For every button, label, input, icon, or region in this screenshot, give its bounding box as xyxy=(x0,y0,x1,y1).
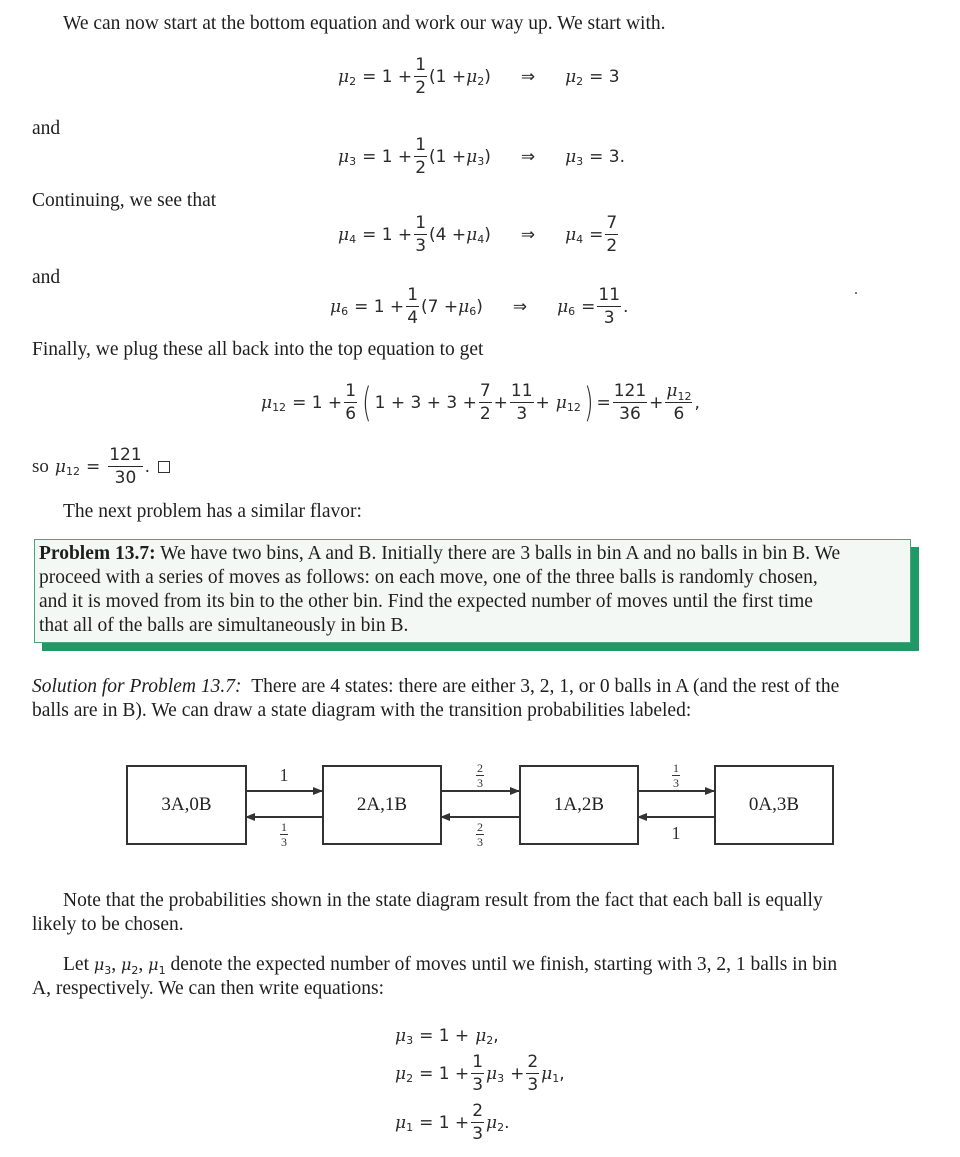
problem-line: and it is moved from its bin to the other bin. Find the expected number of moves until the first time xyxy=(39,591,813,612)
equation-mu12: μ 12 = 1 + $\frac{1}{6}$ ( 1 + 3 + 3 + $\frac{7}{2}$ + $\frac{11}{3}$ + μ 12 ) = $\frac{121}{36}$ + $\frac{\mu_{12}}{6}$ , xyxy=(261,380,700,426)
mu-symbol: μ xyxy=(338,67,350,87)
transition-label: 1 xyxy=(279,765,289,785)
state-label: 2A,1B xyxy=(356,794,408,815)
implies-arrow: ⇒ xyxy=(512,297,528,317)
subscript: 3 xyxy=(349,154,357,168)
mu-symbol: μ xyxy=(466,67,478,87)
fraction: $\frac{1}{4}$ xyxy=(407,285,419,328)
state-box xyxy=(322,765,442,845)
equals-one-plus: = 1 + xyxy=(362,225,413,245)
plus: + xyxy=(649,393,664,413)
subscript: 4 xyxy=(477,232,485,246)
subscript: 12 xyxy=(272,400,287,414)
subscript: 2 xyxy=(406,1071,414,1085)
subscript: 12 xyxy=(65,464,80,478)
solution-line-1 xyxy=(32,675,839,699)
mu-symbol: μ xyxy=(565,147,577,167)
subscript: 1 xyxy=(552,1071,560,1085)
problem-box xyxy=(34,539,911,643)
state-diagram xyxy=(0,750,960,860)
subscript: 4 xyxy=(349,232,357,246)
system-eq-3: μ 1 = 1 + $\frac{2}{3}$ μ 2 . xyxy=(395,1101,510,1144)
let-word: Let xyxy=(63,954,89,975)
mu-symbol: μ xyxy=(541,1064,553,1084)
and-text-2: and xyxy=(32,267,61,288)
subscript: 12 xyxy=(566,400,581,414)
mu-symbol: μ xyxy=(54,457,66,477)
equation-mu6: μ 6 = 1 + $\frac{1}{4}$ (7 + μ 6 ) ⇒ μ 6 = $\frac{11}{3}$ . xyxy=(330,285,629,328)
state-label: 0A,3B xyxy=(748,794,800,815)
system-eq-1: μ 3 = 1 + μ 2 , xyxy=(395,1026,499,1047)
equation-mu2 xyxy=(338,55,620,99)
state-label: 1A,2B xyxy=(553,794,605,815)
mu-symbol: μ xyxy=(338,147,350,167)
problem-line: proceed with a series of moves as follows: on each move, one of the three balls is randomly chosen, xyxy=(39,567,818,588)
note-line-1: Note that the probabilities shown in the state diagram result from the fact that each ball is equally xyxy=(63,890,823,911)
fraction: $\frac{7}{2}$ xyxy=(479,381,491,424)
final-result: so μ 12 = $\frac{121}{30}$ . xyxy=(32,444,170,490)
subscript: 2 xyxy=(576,74,584,88)
state-label: 3A,0B xyxy=(161,794,212,815)
paren-close: ) xyxy=(484,147,491,167)
note-line-2: likely to be chosen. xyxy=(32,914,184,935)
subscript: 3 xyxy=(477,154,485,168)
mu-symbol: μ xyxy=(475,1026,487,1046)
equals: = xyxy=(596,393,611,413)
transition-fraction: 2 3 xyxy=(477,820,483,849)
transition-fraction: 1 3 xyxy=(673,761,679,790)
equals-one-plus: = 1 + xyxy=(292,393,343,413)
and-text-1: and xyxy=(32,118,61,139)
subscript: 3 xyxy=(576,154,584,168)
paren-open: (4 + xyxy=(429,225,467,245)
fraction: $\frac{11}{3}$ xyxy=(510,381,533,424)
stray-dot xyxy=(855,292,857,294)
subscript: 3 xyxy=(406,1033,414,1047)
paren-close: ) xyxy=(476,297,483,317)
mu-symbol: μ xyxy=(557,297,569,317)
fraction: $\frac{121}{30}$ xyxy=(109,445,142,488)
subscript: 3 xyxy=(104,964,112,977)
subscript: 4 xyxy=(576,232,584,246)
transition-fraction: 2 3 xyxy=(477,761,483,790)
sum-terms: 1 + 3 + 3 + xyxy=(374,393,477,413)
mu-symbol: μ xyxy=(555,393,567,413)
mu-symbol: μ xyxy=(261,393,273,413)
mu-symbol: μ xyxy=(338,225,350,245)
result: = 3 xyxy=(589,67,620,87)
problem-line: that all of the balls are simultaneously in bin B. xyxy=(39,615,409,636)
fraction: $\frac{1}{6}$ xyxy=(345,381,357,424)
subscript: 6 xyxy=(341,304,349,318)
result-fraction: $\frac{11}{3}$ xyxy=(598,285,621,328)
fraction: $\frac{1}{3}$ xyxy=(415,213,427,256)
state-box xyxy=(126,765,247,845)
mu-symbol: μ xyxy=(93,955,105,974)
paren-close: ) xyxy=(484,67,491,87)
mu-symbol: μ xyxy=(565,67,577,87)
paren-open: (1 + xyxy=(429,67,467,87)
fraction: $\frac{2}{3}$ xyxy=(527,1052,539,1095)
so-text: so xyxy=(32,456,49,477)
problem-title: Problem 13.7: xyxy=(39,543,156,564)
implies-arrow: ⇒ xyxy=(520,67,536,87)
mu-symbol: μ xyxy=(395,1064,407,1084)
subscript: 2 xyxy=(349,74,357,88)
plus: + xyxy=(510,1064,525,1084)
transition-fraction: 1 3 xyxy=(281,820,287,849)
mu-symbol: μ xyxy=(486,1064,498,1084)
mu-symbol: μ xyxy=(458,297,470,317)
result: = 3. xyxy=(589,147,626,167)
problem-line: We have two bins, A and B. Initially there are 3 balls in bin A and no balls in bin B. We xyxy=(160,543,841,564)
equals-one-plus: = 1 + xyxy=(354,297,405,317)
solution-text: There are 4 states: there are either 3, 2, 1, or 0 balls in A (and the rest of the xyxy=(251,676,840,697)
implies-arrow: ⇒ xyxy=(520,147,536,167)
equation-mu4 xyxy=(338,213,620,257)
big-paren-close: ) xyxy=(583,380,594,426)
subscript: 6 xyxy=(568,304,576,318)
fraction: $\frac{1}{3}$ xyxy=(472,1052,484,1095)
equals-one-plus: = 1 + xyxy=(419,1113,470,1133)
state-box xyxy=(714,765,834,845)
system-eq-2: μ 2 = 1 + $\frac{1}{3}$ μ 3 + $\frac{2}{3}$ μ 1 , xyxy=(395,1052,565,1095)
mu-symbol: μ xyxy=(395,1026,407,1046)
continuing-text: Continuing, we see that xyxy=(32,190,217,211)
paren-open: (7 + xyxy=(421,297,459,317)
let-line-2: A, respectively. We can then write equations: xyxy=(32,978,385,999)
subscript: 2 xyxy=(486,1033,494,1047)
implies-arrow: ⇒ xyxy=(520,225,536,245)
equation-mu3 xyxy=(338,135,625,179)
result-fraction: $\frac{7}{2}$ xyxy=(606,213,618,256)
plus: + xyxy=(493,393,508,413)
mu-symbol: μ xyxy=(121,955,132,974)
fraction: $\frac{1}{2}$ xyxy=(415,55,427,98)
qed-square-icon xyxy=(158,461,170,473)
finally-text: Finally, we plug these all back into the top equation to get xyxy=(32,339,484,360)
let-text: denote the expected number of moves until we finish, starting with 3, 2, 1 balls in bin xyxy=(170,954,838,975)
solution-label: Solution for Problem 13.7: xyxy=(32,676,242,697)
equals: = xyxy=(85,457,101,477)
mu-symbol: μ xyxy=(466,225,478,245)
equals-one-plus: = 1 + xyxy=(419,1026,470,1046)
equals-one-plus: = 1 + xyxy=(419,1064,470,1084)
fraction: $\frac{2}{3}$ xyxy=(472,1101,484,1144)
equals: = xyxy=(589,225,604,245)
mu-symbol: μ xyxy=(565,225,577,245)
subscript: 2 xyxy=(497,1120,505,1134)
mu-symbol: μ xyxy=(330,297,342,317)
subscript: 2 xyxy=(477,74,485,88)
paren-open: (1 + xyxy=(429,147,467,167)
mu-symbol: μ xyxy=(466,147,478,167)
state-box xyxy=(519,765,639,845)
subscript: 1 xyxy=(158,964,166,977)
problem-text xyxy=(35,540,910,638)
equals: = xyxy=(581,297,596,317)
mu-symbol: μ xyxy=(486,1113,498,1133)
solution-line-2: balls are in B). We can draw a state diagram with the transition probabilities labeled: xyxy=(32,700,692,721)
mu-symbol: μ xyxy=(148,955,159,974)
intro-text: We can now start at the bottom equation and work our way up. We start with. xyxy=(63,13,666,34)
mu-symbol: μ xyxy=(395,1113,407,1133)
big-paren-open: ( xyxy=(362,380,372,426)
subscript: 2 xyxy=(131,964,139,977)
next-problem-text: The next problem has a similar flavor: xyxy=(63,501,362,522)
subscript: 6 xyxy=(469,304,477,318)
subscript: 1 xyxy=(406,1120,414,1134)
plus: + xyxy=(535,393,550,413)
fraction: $\frac{121}{36}$ xyxy=(613,381,647,424)
subscript: 3 xyxy=(497,1071,505,1085)
fraction: $\frac{1}{2}$ xyxy=(415,135,427,178)
paren-close: ) xyxy=(484,225,491,245)
let-line-1: Let μ 3 , μ 2 , μ 1 denote the expected number of moves until we finish, starting with 3, 2, 1 balls in bin xyxy=(63,953,837,979)
fraction: $\frac{\mu_{12}}{6}$ xyxy=(666,381,692,424)
equals-one-plus: = 1 + xyxy=(362,67,413,87)
equals-one-plus: = 1 + xyxy=(362,147,413,167)
transition-label: 1 xyxy=(671,823,681,843)
